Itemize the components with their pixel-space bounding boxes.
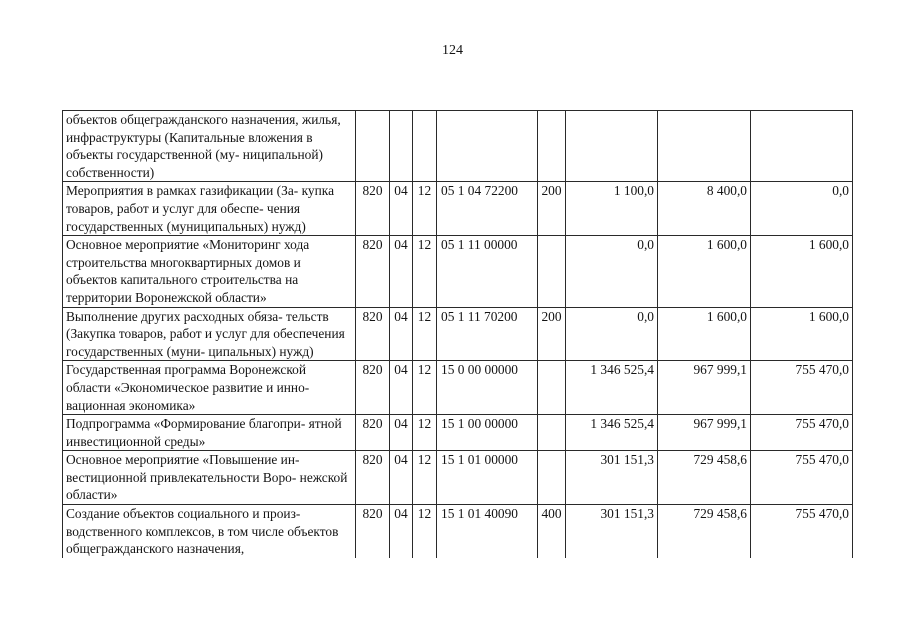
amount-year-3 [751, 111, 853, 182]
expense-type [538, 415, 566, 451]
table-row [63, 236, 853, 307]
target-article [437, 111, 538, 182]
subsection-code [413, 111, 437, 182]
budget-table [62, 110, 853, 558]
amount-year-2: 729 458,6 [658, 505, 751, 558]
ministry-code: 820 [356, 307, 390, 361]
amount-year-1: 301 151,3 [566, 451, 658, 505]
amount-year-3: 0,0 [751, 182, 853, 236]
subsection-code: 12 [413, 182, 437, 236]
amount-year-2: 1 600,0 [658, 307, 751, 361]
ministry-code: 820 [356, 505, 390, 558]
expense-type [538, 451, 566, 505]
ministry-code: 820 [356, 415, 390, 451]
expense-type: 200 [538, 182, 566, 236]
table-row [63, 415, 853, 451]
section-code: 04 [390, 451, 413, 505]
subsection-code: 12 [413, 361, 437, 415]
target-article: 15 0 00 00000 [437, 361, 538, 415]
amount-year-2: 1 600,0 [658, 236, 751, 307]
section-code [390, 111, 413, 182]
expense-type [538, 361, 566, 415]
subsection-code: 12 [413, 307, 437, 361]
row-name: Создание объектов социального и произ- водственного комплексов, в том числе объектов общегражданского назначения, [63, 505, 356, 558]
expense-type [538, 111, 566, 182]
amount-year-3: 755 470,0 [751, 361, 853, 415]
amount-year-1: 1 346 525,4 [566, 415, 658, 451]
amount-year-3: 755 470,0 [751, 415, 853, 451]
table-row [63, 307, 853, 361]
section-code: 04 [390, 182, 413, 236]
amount-year-1: 1 346 525,4 [566, 361, 658, 415]
target-article: 05 1 11 00000 [437, 236, 538, 307]
section-code: 04 [390, 361, 413, 415]
target-article: 15 1 00 00000 [437, 415, 538, 451]
row-name: объектов общегражданского назначения, жилья, инфраструктуры (Капитальные вложения в объекты государственной (му- ниципальной) собственности) [63, 111, 356, 182]
row-name: Основное мероприятие «Мониторинг хода строительства многоквартирных домов и объектов капитального строительства на территории Воронежской области» [63, 236, 356, 307]
amount-year-1: 301 151,3 [566, 505, 658, 558]
section-code: 04 [390, 307, 413, 361]
table-row [63, 111, 853, 182]
subsection-code: 12 [413, 415, 437, 451]
amount-year-2 [658, 111, 751, 182]
amount-year-3: 1 600,0 [751, 236, 853, 307]
row-name: Подпрограмма «Формирование благопри- ятной инвестиционной среды» [63, 415, 356, 451]
amount-year-1: 0,0 [566, 307, 658, 361]
row-name: Выполнение других расходных обяза- тельств (Закупка товаров, работ и услуг для обеспечения государственных (муни- ципальных) нужд) [63, 307, 356, 361]
expense-type [538, 236, 566, 307]
amount-year-2: 967 999,1 [658, 361, 751, 415]
amount-year-2: 8 400,0 [658, 182, 751, 236]
ministry-code: 820 [356, 361, 390, 415]
ministry-code: 820 [356, 451, 390, 505]
ministry-code: 820 [356, 236, 390, 307]
section-code: 04 [390, 236, 413, 307]
row-name: Государственная программа Воронежской области «Экономическое развитие и инно- вационная экономика» [63, 361, 356, 415]
row-name: Основное мероприятие «Повышение ин- вестиционной привлекательности Воро- нежской области» [63, 451, 356, 505]
subsection-code: 12 [413, 505, 437, 558]
page-number: 124 [442, 43, 463, 58]
amount-year-1 [566, 111, 658, 182]
section-code: 04 [390, 415, 413, 451]
section-code: 04 [390, 505, 413, 558]
amount-year-3: 755 470,0 [751, 451, 853, 505]
table-row [63, 505, 853, 558]
subsection-code: 12 [413, 236, 437, 307]
table-row [63, 451, 853, 505]
amount-year-3: 755 470,0 [751, 505, 853, 558]
subsection-code: 12 [413, 451, 437, 505]
ministry-code [356, 111, 390, 182]
table-row [63, 182, 853, 236]
amount-year-1: 0,0 [566, 236, 658, 307]
row-name: Мероприятия в рамках газификации (За- купка товаров, работ и услуг для обеспе- чения государственных (муниципальных) нужд) [63, 182, 356, 236]
amount-year-2: 967 999,1 [658, 415, 751, 451]
amount-year-1: 1 100,0 [566, 182, 658, 236]
amount-year-3: 1 600,0 [751, 307, 853, 361]
amount-year-2: 729 458,6 [658, 451, 751, 505]
target-article: 05 1 11 70200 [437, 307, 538, 361]
table-row [63, 361, 853, 415]
expense-type: 200 [538, 307, 566, 361]
target-article: 15 1 01 40090 [437, 505, 538, 558]
expense-type: 400 [538, 505, 566, 558]
ministry-code: 820 [356, 182, 390, 236]
target-article: 05 1 04 72200 [437, 182, 538, 236]
target-article: 15 1 01 00000 [437, 451, 538, 505]
